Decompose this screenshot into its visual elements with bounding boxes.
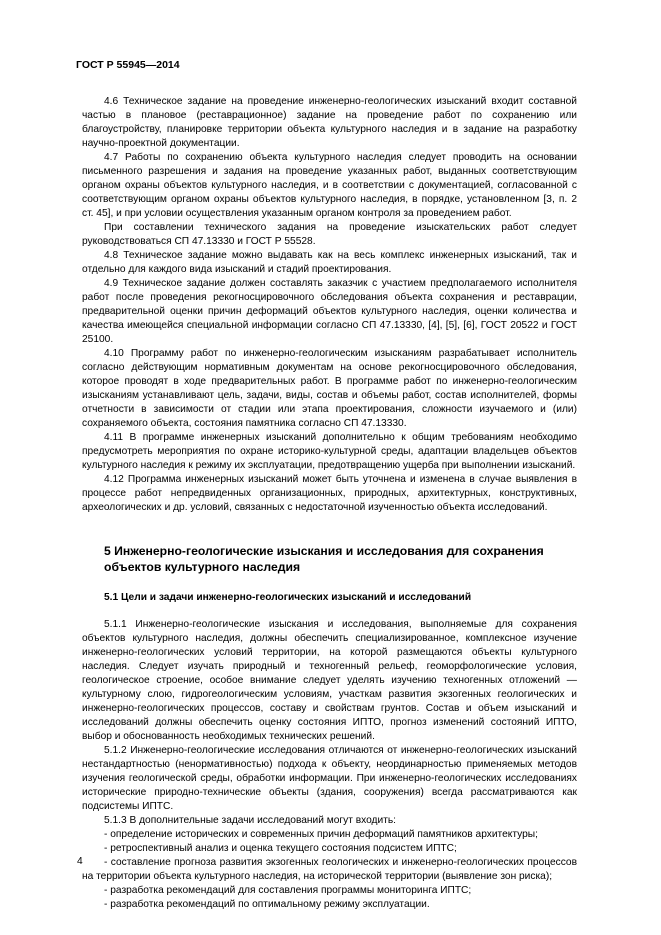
paragraph-4-8: 4.8 Техническое задание можно выдавать как на весь комплекс инженерных изысканий, так и отдельно для каждого вида изысканий и стадий проектирования.: [82, 250, 577, 275]
paragraph-4-7: 4.7 Работы по сохранению объекта культурного наследия следует проводить на основании письменного разрешения и задания на проведение указанных работ, выданных соответствующим органом охраны объектов культурного наследия, и в соответствии с документацией, согласованной с соответствующим органом охраны объектов культурного наследия, в порядке, установленном [3, п. 2 ст. 45], и при условии осуществления указанным органом контроля за проведением работ.: [82, 152, 577, 219]
paragraph-4-9: 4.9 Техническое задание должен составлять заказчик с участием предполагаемого исполнителя работ после проведения рекогносцировочного обследования объекта сохранения и реставрации, предварительной оценки причин деформаций объектов культурного наследия, оценки количества и качества имеющейся специальной информации согласно СП 47.13330, [4], [5], [6], ГОСТ 20522 и ГОСТ 25100.: [82, 278, 577, 345]
paragraph-5-1-2: 5.1.2 Инженерно-геологические исследования отличаются от инженерно-геологических изысканий нестандартностью (ненормативностью) подхода к объекту, неординарностью применяемых методов изучения геологической среды, обработки информации. При инженерно-геологических исследованиях исторические природно-технические объекты (здания, сооружения) всегда рассматриваются как подсистемы ИПТС.: [82, 745, 577, 812]
paragraph-4-11: 4.11 В программе инженерных изысканий дополнительно к общим требованиям необходимо предусмотреть мероприятия по охране историко-культурной среды, адаптации владельцев объектов культурного наследия к режиму их эксплуатации, предотвращению ущерба при выполнении изысканий.: [82, 432, 577, 471]
section-4-paragraphs: [82, 95, 577, 515]
standard-header: ГОСТ Р 55945—2014: [76, 59, 180, 71]
subsection-5-1-heading: 5.1 Цели и задачи инженерно-геологических изысканий и исследований: [104, 592, 472, 603]
paragraph-4-12: 4.12 Программа инженерных изысканий может быть уточнена и изменена в случае выявления в процессе работ непредвиденных организационных, природных, архитектурных, конструктивных, археологических и др. условий, связанных с недостаточной изученностью объекта исследований.: [82, 474, 577, 513]
paragraph-5-1-1: 5.1.1 Инженерно-геологические изыскания и исследования, выполняемые для сохранения объектов культурного наследия, должны обеспечить специализированное, комплексное изучение инженерно-геологических условий территории, на которой размещаются объекты культурного наследия. Следует изучать природный и техногенный рельеф, геоморфологические условия, геологическое строение, особое внимание следует уделять изучению техногенных отложений — культурному слою, гидрогеологическим условиям, участкам развития экзогенных геологических и инженерно-геологических процессов, составу и свойствам грунтов. Состав и объем изысканий и исследований должны обеспечить оценку состояния ИПТО, прогноз изменений состояний ИПТО, выбор и обоснованность необходимых технических решений.: [82, 619, 577, 742]
section-5-paragraphs: [82, 618, 577, 912]
paragraph-4-6: 4.6 Техническое задание на проведение инженерно-геологических изысканий входит составной частью в плановое (реставрационное) задание на проведение работ по сохранению или благоустройству, планировке территории объекта культурного наследия и в задание на разработку научно-проектной документации.: [82, 96, 577, 149]
paragraph-5-1-3: 5.1.3 В дополнительные задачи исследований могут входить:: [104, 815, 396, 826]
list-item: - разработка рекомендаций для составления программы мониторинга ИПТС;: [104, 885, 472, 896]
list-item: - разработка рекомендаций по оптимальному режиму эксплуатации.: [104, 899, 430, 910]
paragraph-4-10: 4.10 Программу работ по инженерно-геологическим изысканиям разрабатывает исполнитель согласно действующим нормативным документам на основе рекогносцировочного обследования, которое проводят в ходе предварительных работ. В программе работ по инженерно-геологическим изысканиям устанавливают цель, задачи, виды, состав и объемы работ, состав исполнителей, формы отчетности в зависимости от стадии или этапа проектирования, сложности изучаемого и (или) сохраняемого объекта, состояния памятника согласно СП 47.13330.: [82, 348, 577, 429]
list-item: - составление прогноза развития экзогенных геологических и инженерно-геологических процессов на территории объекта культурного наследия, на исторической территории (выявление зон риска);: [82, 857, 577, 882]
list-item: - ретроспективный анализ и оценка текущего состояния подсистем ИПТС;: [104, 843, 457, 854]
document-body: [82, 95, 577, 912]
list-item: - определение исторических и современных причин деформаций памятников архитектуры;: [104, 829, 538, 840]
section-5-heading: 5 Инженерно-геологические изыскания и исследования для сохранения объектов культурного наследия: [104, 544, 544, 574]
paragraph-tech-task: При составлении технического задания на проведение изыскательских работ следует руководствоваться СП 47.13330 и ГОСТ Р 55528.: [82, 222, 577, 247]
page-number: 4: [77, 856, 83, 867]
